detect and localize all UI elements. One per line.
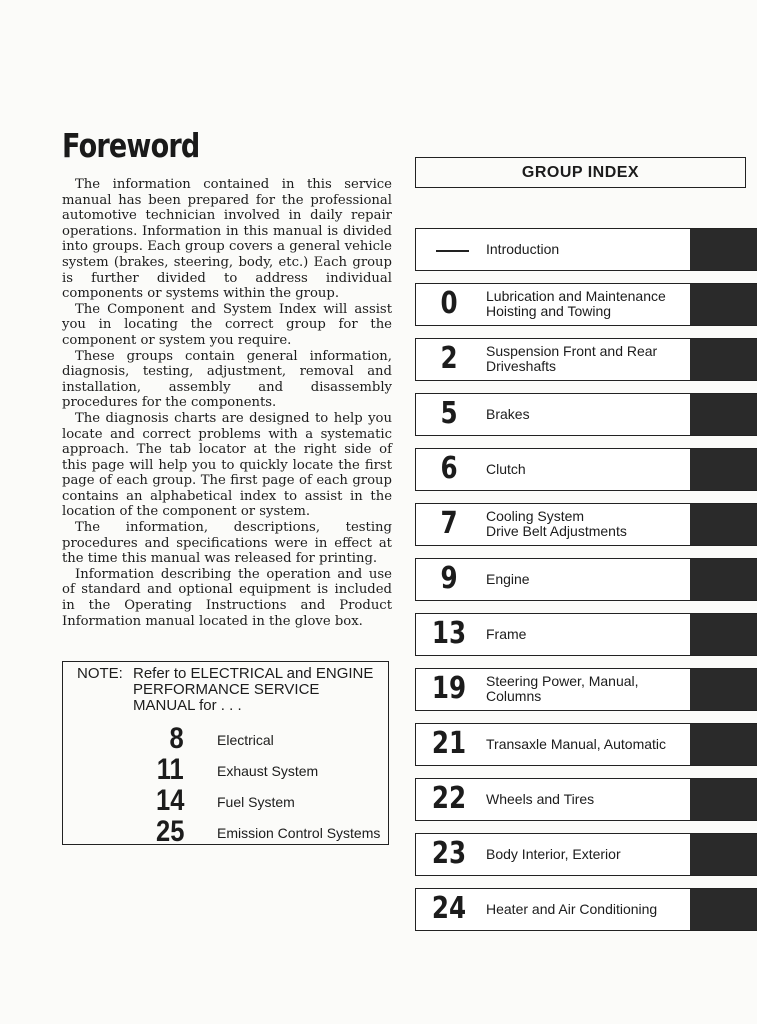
group-number: [422, 229, 476, 269]
tab-locator[interactable]: [690, 449, 757, 490]
note-item: [63, 755, 388, 785]
group-row-7[interactable]: [415, 503, 757, 546]
group-number: 7: [440, 506, 458, 541]
tab-locator[interactable]: [690, 614, 757, 655]
group-row-2[interactable]: [415, 338, 757, 381]
group-title-line: Transaxle Manual, Automatic: [486, 735, 667, 752]
note-item-label: Exhaust System: [217, 763, 319, 779]
group-number: 19: [431, 671, 467, 706]
note-item-number: 14: [155, 784, 184, 817]
group-title: [486, 669, 686, 709]
group-title: [486, 449, 686, 489]
group-number: 24: [431, 891, 467, 926]
note-label: NOTE:: [77, 665, 123, 682]
tab-locator[interactable]: [690, 504, 757, 545]
group-title: [486, 559, 686, 599]
page-title: Foreword: [62, 126, 200, 165]
group-title: [486, 889, 686, 929]
group-row-21[interactable]: [415, 723, 757, 766]
group-number: 5: [440, 396, 458, 431]
tab-locator[interactable]: [690, 394, 757, 435]
group-row-24[interactable]: [415, 888, 757, 931]
group-title-line: Wheels and Tires: [486, 790, 595, 807]
note-item: [63, 724, 388, 754]
group-title-line: Lubrication and Maintenance: [486, 288, 666, 304]
tab-locator[interactable]: [690, 669, 757, 710]
group-title-line: Brakes: [486, 405, 530, 422]
group-number: 0: [440, 286, 458, 321]
tab-locator[interactable]: [690, 339, 757, 380]
group-row-0[interactable]: [415, 283, 757, 326]
tab-locator[interactable]: [690, 229, 757, 270]
group-row-introduction[interactable]: [415, 228, 757, 271]
tab-locator[interactable]: [690, 284, 757, 325]
group-row-5[interactable]: [415, 393, 757, 436]
foreword-paragraph: Information describing the operation and use of standard and optional equipment is included in the Operating Instructions and Product Information manual located in the glove box.: [62, 566, 392, 629]
group-title-line: Frame: [486, 625, 527, 642]
foreword-paragraph: The diagnosis charts are designed to help you locate and correct problems with a systematic approach. The tab locator at the right side of this page will help you to quickly locate the first page of each group. The first page of each group contains an alphabetical index to assist in the location of the component or system.: [62, 410, 392, 520]
group-title-line: Clutch: [486, 460, 526, 477]
group-title-line: Drive Belt Adjustments: [486, 523, 627, 539]
tab-locator[interactable]: [690, 889, 757, 930]
note-box: [62, 661, 389, 848]
foreword-paragraph: These groups contain general information, diagnosis, testing, adjustment, removal and installation, assembly and disassembly procedures for the components.: [62, 348, 392, 411]
group-title: [486, 504, 686, 544]
foreword-paragraph: The information contained in this service manual has been prepared for the professional automotive technician involved in daily repair operations. Information in this manual is divided into groups. Each group covers a general vehicle system (brakes, steering, body, etc.) Each group is further divided to address individual components or systems within the group.: [62, 177, 392, 302]
group-title: [486, 284, 686, 324]
group-row-22[interactable]: [415, 778, 757, 821]
group-title-line: Columns: [486, 688, 542, 704]
group-row-6[interactable]: [415, 448, 757, 491]
group-title-line: Cooling System: [486, 508, 585, 524]
note-item-label: Emission Control Systems: [217, 825, 381, 841]
group-title: [486, 779, 686, 819]
group-title: [486, 614, 686, 654]
group-number: 23: [431, 836, 467, 871]
group-row-9[interactable]: [415, 558, 757, 601]
group-title-line: Steering Power, Manual,: [486, 673, 639, 689]
note-item: [63, 817, 388, 847]
group-title-line: Driveshafts: [486, 358, 557, 374]
group-number: 6: [440, 451, 458, 486]
group-title: [486, 229, 686, 269]
foreword-body: [62, 177, 392, 629]
group-number: 13: [431, 616, 467, 651]
note-item: [63, 786, 388, 816]
note-item-number: 8: [169, 722, 184, 755]
tab-locator[interactable]: [690, 834, 757, 875]
tab-locator[interactable]: [690, 724, 757, 765]
group-number: 21: [431, 726, 467, 761]
group-row-19[interactable]: [415, 668, 757, 711]
tab-locator[interactable]: [690, 559, 757, 600]
group-row-23[interactable]: [415, 833, 757, 876]
group-title: [486, 724, 686, 764]
group-title-line: Heater and Air Conditioning: [486, 900, 658, 917]
group-row-13[interactable]: [415, 613, 757, 656]
note-item-label: Electrical: [217, 732, 274, 748]
foreword-paragraph: The information, descriptions, testing procedures and specifications were in effect at the time this manual was released for printing.: [62, 520, 392, 567]
group-title-line: Hoisting and Towing: [486, 303, 612, 319]
foreword-paragraph: The Component and System Index will assist you in locating the correct group for the component or system you require.: [62, 301, 392, 348]
group-title-line: Suspension Front and Rear: [486, 343, 658, 359]
group-title-line: Introduction: [486, 240, 560, 257]
note-item-number: 25: [155, 815, 184, 848]
group-title-line: Engine: [486, 570, 530, 587]
note-text: Refer to ELECTRICAL and ENGINE PERFORMANCE SERVICE MANUAL for . . .: [133, 665, 374, 714]
group-number: 9: [440, 561, 458, 596]
group-number: 2: [440, 341, 458, 376]
group-number: 22: [431, 781, 467, 816]
group-index-header: GROUP INDEX: [415, 157, 746, 188]
tab-locator[interactable]: [690, 779, 757, 820]
group-title: [486, 394, 686, 434]
group-title-line: Body Interior, Exterior: [486, 845, 621, 862]
note-item-label: Fuel System: [217, 794, 295, 810]
group-title: [486, 339, 686, 379]
note-item-number: 11: [157, 753, 184, 786]
group-title: [486, 834, 686, 874]
